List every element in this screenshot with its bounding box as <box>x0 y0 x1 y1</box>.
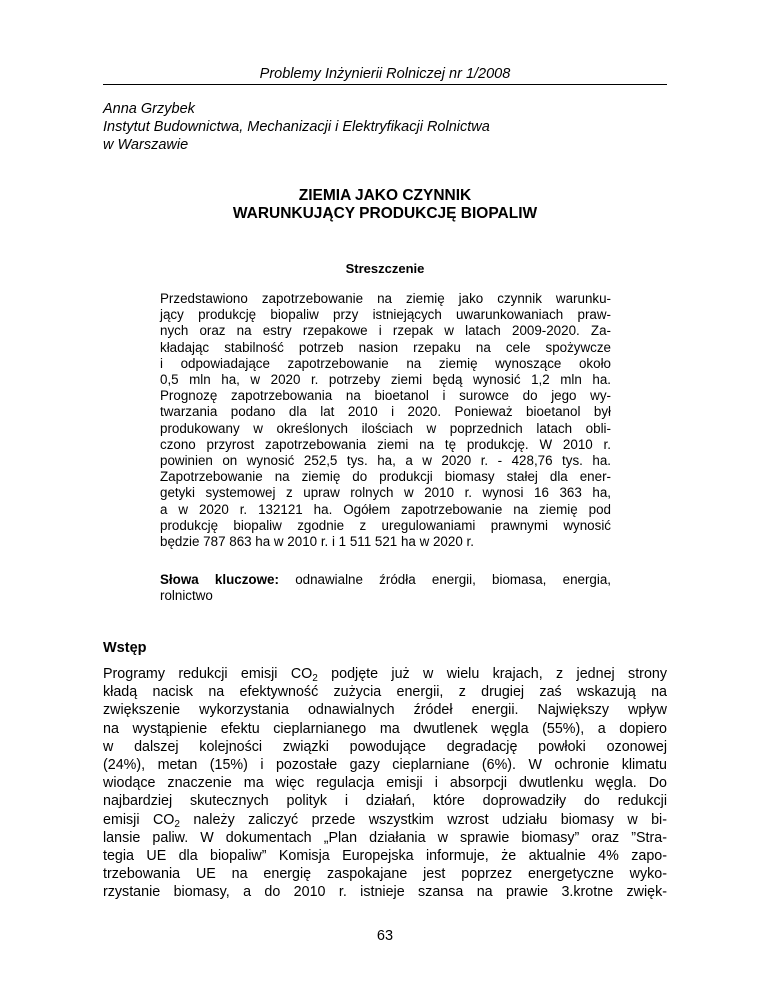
institution-line-1: Instytut Budownictwa, Mechanizacji i Elektryfikacji Rolnictwa <box>103 119 490 135</box>
abstract-line: kładając stabilność potrzeb nasion rzepaku na cele spożywcze <box>160 339 611 355</box>
body-line: (24%), metan (15%) i pozostałe gazy cieplarniane (6%). W ochronie klimatu <box>103 757 667 774</box>
keywords-text-2: rolnictwo <box>160 588 213 604</box>
abstract-line: Zapotrzebowanie na ziemię do produkcji biomasy stałej dla ener- <box>160 469 611 485</box>
author-affiliation <box>103 100 490 154</box>
abstract-line: getyki systemowej z upraw rolnych w 2010 r. wynosi 16 363 ha, <box>160 485 611 501</box>
abstract-line: twarzania podano dla lat 2010 i 2020. Ponieważ bioetanol był <box>160 404 611 420</box>
abstract-line: nych oraz na estry rzepakowe i rzepak w latach 2009-2020. Za- <box>160 323 611 339</box>
abstract-line: będzie 787 863 ha w 2010 r. i 1 511 521 ha w 2020 r. <box>160 534 474 550</box>
section-body <box>103 665 667 902</box>
body-line: emisji $CO_2$ należy zaliczyć przede wszystkim wzrost udziału biomasy w bi- <box>103 811 667 830</box>
body-line: tegia UE dla biopaliw” Komisja Europejska informuje, że aktualnie 4% zapo- <box>103 848 667 865</box>
abstract-line: produkowany w określonych ilościach w poprzednich latach obli- <box>160 420 611 436</box>
body-line: na wystąpienie efektu cieplarnianego ma dwutlenek węgla (55%), a dopiero <box>103 720 667 737</box>
abstract-line: Prognozę zapotrzebowania na bioetanol i surowce do jego wy- <box>160 388 611 404</box>
abstract-line: 0,5 mln ha, w 2020 r. potrzeby ziemi będą wynosić 1,2 mln ha. <box>160 372 611 388</box>
body-line: w dalszej kolejności związki powodujące degradację powłoki ozonowej <box>103 738 667 755</box>
abstract-line: i odpowiadające zapotrzebowanie na ziemię wynoszące około <box>160 355 611 371</box>
page-number: 63 <box>376 928 394 944</box>
body-line: najbardziej skutecznych polityk i działań, które doprowadziły do redukcji <box>103 793 667 810</box>
journal-header: Problemy Inżynierii Rolniczej nr 1/2008 <box>103 66 667 85</box>
section-heading: Wstęp <box>103 640 147 656</box>
body-line: zwiększenie wykorzystania odnawialnych źródeł energii. Największy wpływ <box>103 702 667 719</box>
author-name: Anna Grzybek <box>103 101 195 117</box>
institution-line-2: w Warszawie <box>103 137 189 153</box>
title-line-1: ZIEMIA JAKO CZYNNIK <box>298 187 472 204</box>
title-line-2: WARUNKUJĄCY PRODUKCJĘ BIOPALIW <box>232 205 538 222</box>
subscript: 2 <box>174 818 180 830</box>
abstract-line: czono przyrost zapotrzebowania ziemi na tę produkcję. W 2010 r. <box>160 436 611 452</box>
abstract-line: jący produkcję biopaliw przy istniejących uwarunkowaniach praw- <box>160 307 611 323</box>
body-line: lansie paliw. W dokumentach „Plan działania w sprawie biomasy” oraz ”Stra- <box>103 829 667 846</box>
paper-title <box>103 187 667 223</box>
body-line: Programy redukcji emisji $CO_2$ podjęte już w wielu krajach, z jednej strony <box>103 666 667 684</box>
body-line: rzystanie biomasy, a do 2010 r. istnieje szansa na prawie 3.krotne zwięk- <box>103 884 667 901</box>
keywords-text-1: odnawialne źródła energii, biomasa, energia, <box>295 572 612 587</box>
abstract-line: Przedstawiono zapotrzebowanie na ziemię jako czynnik warunku- <box>160 291 611 306</box>
body-line: kładą nacisk na efektywność zużycia energii, z drugiej zaś wskazują na <box>103 684 667 701</box>
body-line: trzebowania UE na energię zaspokajane jest poprzez energetyczne wyko- <box>103 866 667 883</box>
abstract-line: powinien on wynosić 252,5 tys. ha, a w 2020 r. - 428,76 tys. ha. <box>160 453 611 469</box>
abstract-heading: Streszczenie <box>345 261 425 276</box>
abstract-body <box>160 291 611 550</box>
abstract-line: produkcję biopaliw zgodnie z uregulowaniami prawnymi wynosić <box>160 517 611 533</box>
body-line: wiodące znaczenie ma więc regulacja emisji i absorpcji dwutlenku węgla. Do <box>103 775 667 792</box>
subscript: 2 <box>312 673 318 684</box>
abstract-line: a w 2020 r. 132121 ha. Ogółem zapotrzebowanie na ziemię pod <box>160 501 611 517</box>
keywords <box>160 572 611 604</box>
keywords-label: Słowa kluczowe: <box>160 572 279 587</box>
